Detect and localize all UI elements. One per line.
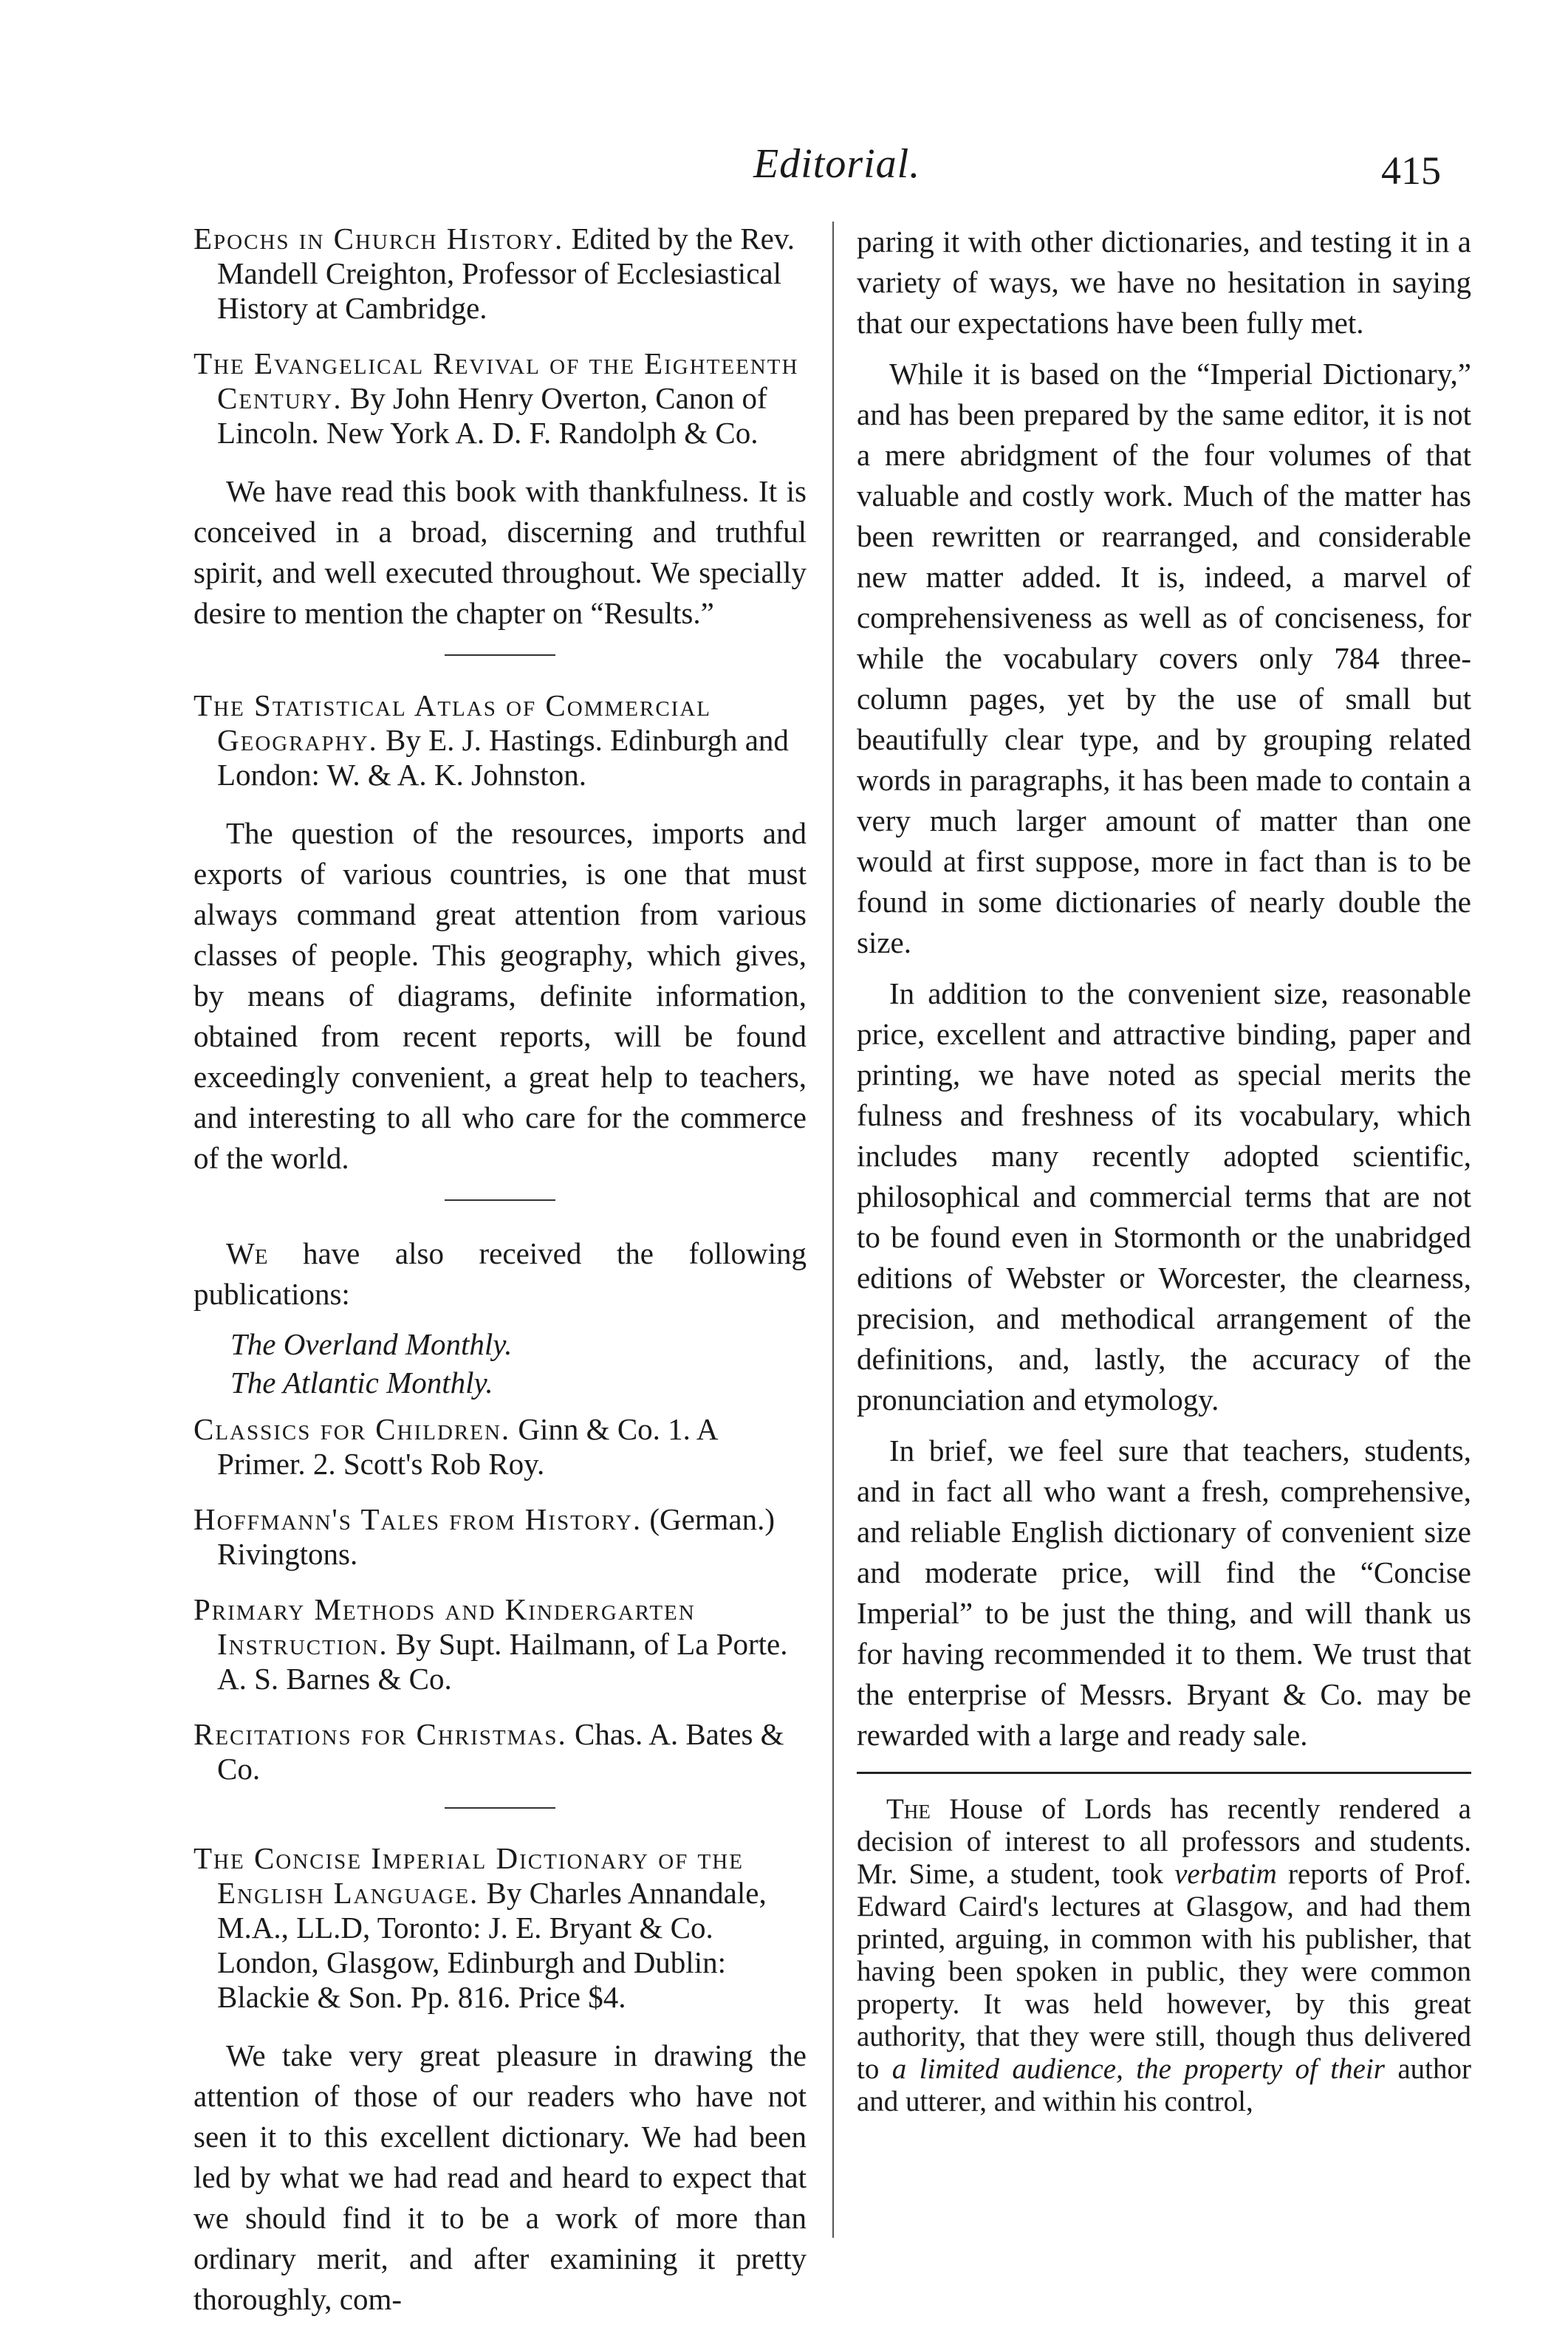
entry-details: By E. J. Hastings. Edinburgh and London: W. & A. K. Johnston. (217, 723, 789, 792)
note-text: author and utterer, and within his control, (857, 2053, 1471, 2117)
house-of-lords-note (857, 1793, 1471, 2118)
entry-epochs-in-church-history (194, 222, 807, 326)
entry-title: Classics for Children. (194, 1412, 511, 1446)
review-paragraph: While it is based on the “Imperial Dictionary,” and has been prepared by the same editor, it is not a mere abridgment of the four volumes of that valuable and costly work. Much of the matter has been rewritten or rearranged, and considerable new matter added. It is, indeed, a marvel of comprehensiveness as well as of conciseness, for while the vocabulary covers only 784 three-column pages, yet by the use of small but beautifully clear type, and by grouping related words in paragraphs, it has been made to contain a very much larger amount of matter than one would at first suppose, more in fact than is to be found in some dictionaries of nearly double the size. (857, 357, 1471, 959)
entry-title: Epochs in Church History. (194, 222, 564, 256)
entry-details: By Charles Annandale, M.A., LL.D, Toronto: J. E. Bryant & Co. London, Glasgow, Edinburgh and Dublin: Blackie & Son. Pp. 816. Price $4. (217, 1876, 767, 2014)
entry-primary-methods (194, 1592, 807, 1696)
note-rule (857, 1772, 1471, 1774)
magazine-title: The Overland Monthly. (230, 1327, 513, 1361)
section-rule (445, 1199, 555, 1201)
review-paragraph: In addition to the convenient size, reasonable price, excellent and attractive binding, paper and printing, we have noted as special merits the fulness and freshness of its vocabulary, which includes many recently adopted scientific, philosophical and commercial terms that are not to be found even in Stormonth or the unabridged editions of Webster or Worcester, the clearness, precision, and methodical arrangement of the definitions, and, lastly, the accuracy of the pronunciation and etymology. (857, 976, 1471, 1417)
entry-title: The Evangelical Revival of the Eighteenth Century. (194, 346, 799, 415)
entry-details: Edited by the Rev. Mandell Creighton, Professor of Ecclesiastical History at Cambridge. (217, 222, 795, 325)
review-continuation-paragraph: paring it with other dictionaries, and testing it in a variety of ways, we have no hesitation in saying that our expectations have been fully met. (857, 225, 1471, 340)
entry-recitations-for-christmas (194, 1717, 807, 1787)
entry-title: Hoffmann's Tales from History. (194, 1502, 643, 1536)
entry-title: Recitations for Christmas. (194, 1717, 567, 1751)
received-publications-intro (194, 1233, 807, 1315)
entry-evangelical-revival (194, 346, 807, 451)
entry-details: By Supt. Hailmann, of La Porte. A. S. Barnes & Co. (217, 1627, 788, 1696)
page-number: 415 (1381, 148, 1441, 193)
right-column (857, 222, 1471, 2118)
entry-concise-imperial-dictionary (194, 1841, 807, 2015)
entry-title: The Statistical Atlas of Commercial Geography. (194, 688, 711, 757)
note-italic-phrase: a limited audience, the property of their (891, 2053, 1385, 2085)
entry-classics-for-children (194, 1412, 807, 1482)
note-text: reports of Prof. Edward Caird's lectures at Glasgow, and had them printed, arguing, in common with his publisher, that having been spoken in public, they were common property. It was held however, by this great authority, that they were still, though thus delivered to (857, 1858, 1471, 2085)
running-title: Editorial. (753, 141, 921, 187)
entry-details: Ginn & Co. 1. A Primer. 2. Scott's Rob Roy. (217, 1412, 717, 1481)
review-evangelical-revival: We have read this book with thankfulness. It is conceived in a broad, discerning and truthful spirit, and well executed throughout. We specially desire to mention the chapter on “Results.” (194, 474, 807, 630)
entry-statistical-atlas (194, 688, 807, 792)
entry-details: (German.) Rivingtons. (217, 1502, 776, 1571)
review-paragraph: In brief, we feel sure that teachers, students, and in fact all who want a fresh, comprehensive, and reliable English dictionary of convenient size and moderate price, will find the “Concise Imperial” to be just the thing, and will thank us for having recommended it to them. We trust that the enterprise of Messrs. Bryant & Co. may be rewarded with a large and ready sale. (857, 1434, 1471, 1752)
received-lead-word: We (226, 1236, 268, 1270)
review-statistical-atlas: The question of the resources, imports and exports of various countries, is one that must always command great attention from various classes of people. This geography, which gives, by means of diagrams, definite information, obtained from recent reports, will be found exceedingly convenient, a great help to teachers, and interesting to all who care for the commerce of the world. (194, 816, 807, 1175)
page-header (0, 140, 1568, 199)
entry-details: Chas. A. Bates & Co. (217, 1717, 784, 1786)
section-rule (445, 654, 555, 656)
magazine-title: The Atlantic Monthly. (230, 1366, 493, 1400)
entry-title: The Concise Imperial Dictionary of the English Language. (194, 1841, 744, 1910)
received-intro-text: have also received the following publications: (194, 1236, 807, 1311)
review-concise-imperial-dictionary: We take very great pleasure in drawing the attention of those of our readers who have not seen it to this excellent dictionary. We had been led by what we had read and heard to expect that we should find it to be a work of more than ordinary merit, and after examining it pretty thoroughly, com- (194, 2038, 807, 2316)
column-divider (832, 222, 834, 2238)
note-text: House of Lords has recently rendered a decision of interest to all professors and students. Mr. Sime, a student, took (857, 1793, 1471, 1890)
note-italic-word: verbatim (1174, 1858, 1277, 1890)
left-column (194, 222, 807, 2330)
section-rule (445, 1807, 555, 1809)
note-lead-word: The (886, 1793, 931, 1825)
entry-details: By John Henry Overton, Canon of Lincoln. New York A. D. F. Randolph & Co. (217, 381, 767, 450)
entry-title: Primary Methods and Kindergarten Instruction. (194, 1592, 696, 1661)
entry-hoffmanns-tales (194, 1502, 807, 1572)
